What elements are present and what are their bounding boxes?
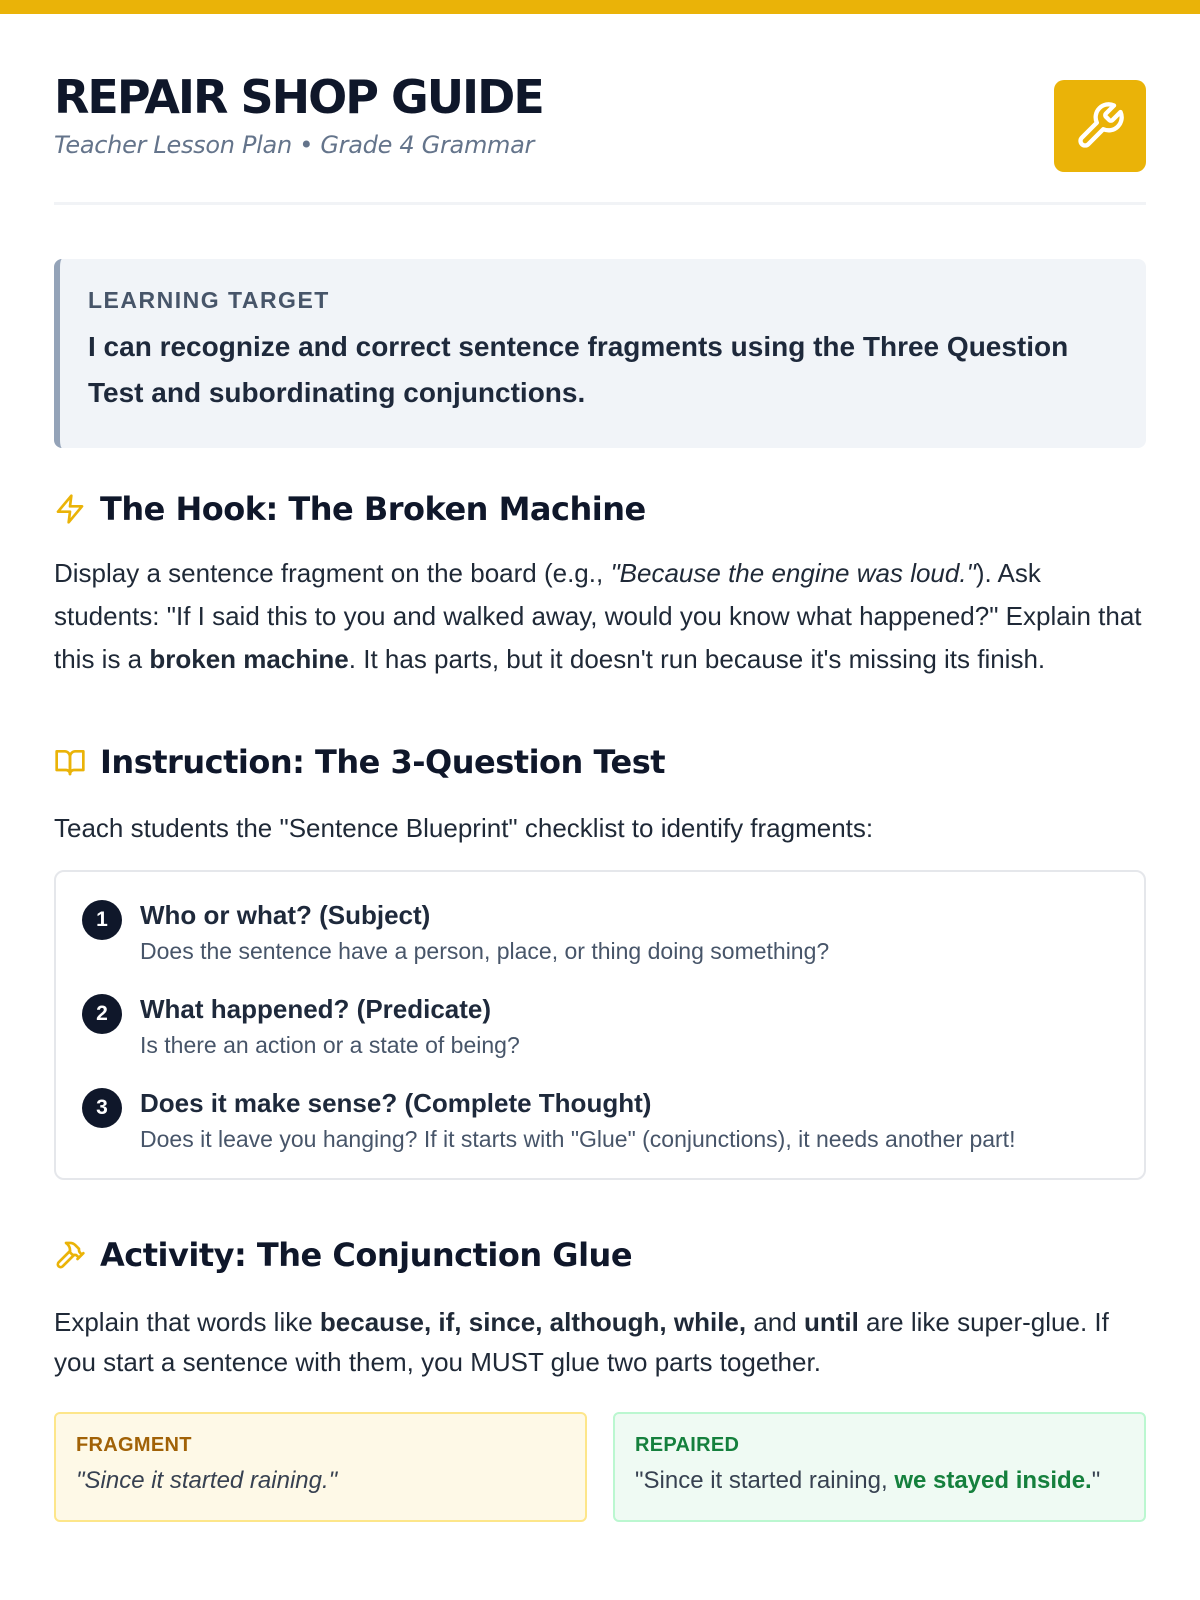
question-description: Does the sentence have a person, place, or thing doing something? (140, 938, 830, 964)
activity-bold-words: because, if, since, although, while, (319, 1307, 747, 1337)
lightning-icon (54, 493, 86, 525)
lesson-plan-page (0, 14, 1200, 1522)
fragment-comparison (54, 1412, 1146, 1522)
hammer-icon (54, 1239, 86, 1271)
repaired-label: REPAIRED (635, 1434, 740, 1456)
repaired-card (613, 1412, 1146, 1522)
repaired-text-start: "Since it started raining, (635, 1467, 895, 1494)
question-number: 3 (82, 1088, 122, 1128)
hook-text-end: . It has parts, but it doesn't run because it's missing its finish. (348, 644, 1046, 674)
activity-text-end: are like super-glue. If you start a sentence with them, you MUST glue two parts together. (54, 1307, 1109, 1377)
fragment-card (54, 1412, 587, 1522)
activity-text-start: Explain that words like (54, 1307, 320, 1337)
instruction-heading (54, 743, 1146, 781)
activity-title: Activity: The Conjunction Glue (100, 1236, 633, 1274)
top-accent-bar (0, 0, 1200, 14)
activity-heading (54, 1236, 1146, 1274)
hook-bold: broken machine (149, 644, 349, 674)
question-title: Does it make sense? (Complete Thought) (140, 1088, 652, 1118)
page-title: REPAIR SHOP GUIDE (54, 70, 543, 124)
question-number: 2 (82, 994, 122, 1034)
page-subtitle: Teacher Lesson Plan • Grade 4 Grammar (54, 131, 535, 160)
repaired-text-end: " (1091, 1467, 1101, 1494)
learning-target-text: I can recognize and correct sentence fragments using the Three Question Test and subordinating conjunctions. (88, 331, 1069, 408)
question-title: Who or what? (Subject) (140, 900, 431, 930)
question-title: What happened? (Predicate) (140, 994, 492, 1024)
wrench-icon (1074, 100, 1126, 152)
hook-text-mid: ). Ask students: "If I said this to you and walked away, would you know what happened?" Explain that this is a (54, 558, 1142, 674)
fragment-label: FRAGMENT (76, 1434, 192, 1456)
header-text (54, 70, 543, 159)
question-item (82, 898, 1116, 966)
activity-bold-until: until (803, 1307, 859, 1337)
instruction-title: Instruction: The 3-Question Test (100, 743, 666, 781)
activity-text-and: and (746, 1307, 804, 1337)
fragment-text: "Since it started raining." (76, 1467, 338, 1494)
learning-target-box (54, 259, 1146, 448)
hook-text-start: Display a sentence fragment on the board (e.g., (54, 558, 611, 588)
learning-target-label: LEARNING TARGET (88, 287, 330, 313)
question-number: 1 (82, 900, 122, 940)
activity-paragraph (54, 1302, 1146, 1382)
question-checklist (54, 870, 1146, 1180)
hook-paragraph (54, 552, 1146, 681)
hook-example: "Because the engine was loud." (610, 558, 976, 588)
question-item (82, 992, 1116, 1060)
repaired-text-highlight: we stayed inside. (894, 1467, 1092, 1494)
question-description: Is there an action or a state of being? (140, 1032, 520, 1058)
repaired-text (635, 1467, 1124, 1495)
instruction-intro: Teach students the "Sentence Blueprint" checklist to identify fragments: (54, 813, 874, 843)
page-header (54, 14, 1146, 205)
question-item (82, 1086, 1116, 1154)
question-description: Does it leave you hanging? If it starts with "Glue" (conjunctions), it needs another part! (140, 1126, 1016, 1152)
hook-title: The Hook: The Broken Machine (100, 490, 646, 528)
book-icon (54, 746, 86, 778)
wrench-badge (1054, 80, 1146, 172)
hook-heading (54, 490, 1146, 528)
